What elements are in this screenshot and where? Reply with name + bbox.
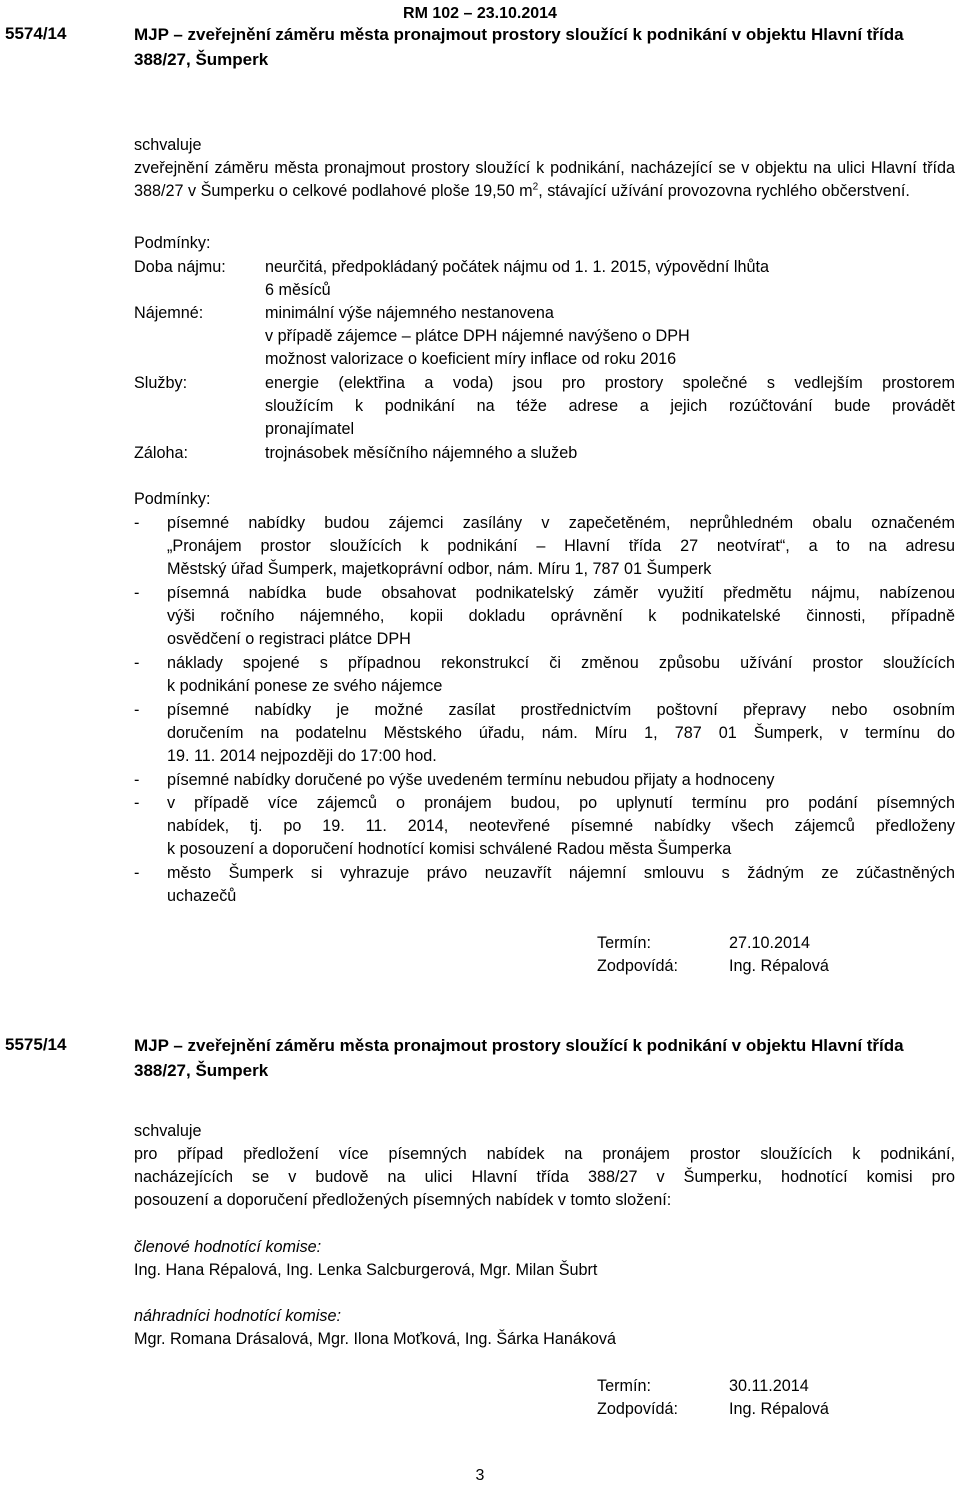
substitutes-label: náhradníci hodnotící komise: <box>134 1307 341 1325</box>
deadline-value: 30.11.2014 <box>729 1377 809 1395</box>
conditions-label: Podmínky: <box>134 234 211 252</box>
dash-bullet: - <box>134 771 140 789</box>
term-line: trojnásobek měsíčního nájemného a služeb <box>265 444 578 462</box>
deadline-label: Termín: <box>597 934 651 952</box>
term-label: Nájemné: <box>134 304 204 322</box>
responsible-value: Ing. Répalová <box>729 957 829 975</box>
approve-line: pro případ předložení více písemných nabídek na pronájem prostor sloužících k podnikání, <box>134 1145 955 1163</box>
term-line: energie (elektřina a voda) jsou pro prostory společné s vedlejším prostorem <box>265 374 955 392</box>
term-label: Doba nájmu: <box>134 258 226 276</box>
substitutes-list: Mgr. Romana Drásalová, Mgr. Ilona Moťková, Ing. Šárka Hanáková <box>134 1330 617 1348</box>
dash-bullet: - <box>134 514 140 532</box>
approve-line: posouzení a doporučení předložených písemných nabídek v tomto složení: <box>134 1191 672 1209</box>
deadline-label: Termín: <box>597 1377 651 1395</box>
approve-line: nacházejících se v budově na ulici Hlavní třída 388/27 v Šumperku, hodnotící komisi pro <box>134 1168 955 1186</box>
page-number: 3 <box>475 1467 485 1484</box>
approve-text: zveřejnění záměru města pronajmout prostory sloužící k podnikání, nacházející se v objektu na ulici Hlavní třída 388/27 v Šumperku o celkové podlahové ploše 19,50 $m^2$, stávající užívání provozovna rychlého občerstvení. <box>134 159 955 201</box>
approve-label: schvaluje <box>134 1122 202 1140</box>
responsible-label: Zodpovídá: <box>597 957 678 975</box>
dash-bullet: - <box>134 654 140 672</box>
term-line: neurčitá, předpokládaný počátek nájmu od 1. 1. 2015, výpovědní lhůta <box>265 258 769 276</box>
resolution-title: MJP – zveřejnění záměru města pronajmout prostory sloužící k podnikání v objektu Hlavní třída 388/27, Šumperk <box>134 1036 904 1080</box>
dash-bullet: - <box>134 794 140 812</box>
deadline-value: 27.10.2014 <box>729 934 811 952</box>
conditions2-label: Podmínky: <box>134 490 211 508</box>
members-label: členové hodnotící komise: <box>134 1238 322 1256</box>
members-list: Ing. Hana Répalová, Ing. Lenka Salcburgerová, Mgr. Milan Šubrt <box>134 1261 598 1279</box>
dash-bullet: - <box>134 864 140 882</box>
responsible-label: Zodpovídá: <box>597 1400 678 1418</box>
document-page: RM 102 – 23.10.2014 5574/14 MJP – zveřejnění záměru města pronajmout prostory sloužící k podnikání v objektu Hlavní třída 388/27, Šumperk schvaluje zveřejnění záměru města pronajmout prostory sloužící k podnikání, nacházející se v objektu na ulici Hlavní třída 388/27 v Šumperku o celkové podlahové ploše 19,50 $m^2$, stávající užívání provozovna rychlého občerstvení. Podmínky: Doba nájmu: neurčitá, předpokládaný počátek nájmu od 1. 1. 2015, výpovědní lhůta 6 měsíců Nájemné: minimální výše nájemného nestanovena v případě zájemce – plátce DPH nájemné navýšeno o DPH možnost valorizace o koeficient míry inflace od roku 2016 Služby: energie (elektřina a voda) jsou pro prostory společné s vedlejším prostorem sloužícím k podnikání na téže adrese a jejich rozúčtování bude provádět pronajímatel Záloha: trojnásobek měsíčního nájemného a služeb Podmínky: - písemné nabídky budou zájemci zasílány v zapečetěném, neprůhledném obalu označeném „Pronájem prostor sloužících k podnikání – Hlavní třída 27 neotvírat“, a to na adresu Městský úřad Šumperk, majetkoprávní odbor, nám. Míru 1, 787 01 Šumperk - písemná nabídka bude obsahovat podnikatelský záměr využití předmětu nájmu, nabízenou výši ročního nájemného, kopii dokladu oprávnění k podnikatelské činnosti, případně osvědčení o registraci plátce DPH - náklady spojené s případnou rekonstrukcí či změnou způsobu užívání prostor sloužících k podnikání ponese ze svého nájemce - písemné nabídky je možné zasílat prostřednictvím poštovní přepravy nebo osobním doručením na podatelnu Městského úřadu, nám. Míru 1, 787 01 Šumperk, v termínu do 19. 11. 2014 nejpozději do 17:00 hod. - písemné nabídky doručené po výše uvedeném termínu nebudou přijaty a hodnoceny - v případě více zájemců o pronájem budou, po uplynutí termínu pro podání písemných nabídek, tj. po 19. 11. 2014, neotevřené písemné nabídky všech zájemců předloženy k posouzení a doporučení hodnotící komisi schválené Radou města Šumperka - město Šumperk si vyhrazuje právo neuzavřít nájemní smlouvu s žádným ze zúčastněných uchazečů Termín: 27.10.2014 Zodpovídá: Ing. Répalová 5575/14 MJP – zveřejnění záměru města pronajmout prostory sloužící k podnikání v objektu Hlavní třída 388/27, Šumperk schvaluje pro případ předložení více písemných nabídek na pronájem prostor sloužících k podnikání, nacházejících se v budově na ulici Hlavní třída 388/27 v Šumperku, hodnotící komisi pro posouzení a doporučení předložených písemných nabídek v tomto složení: členové hodnotící komise: Ing. Hana Répalová, Ing. Lenka Salcburgerová, Mgr. Milan Šubrt náhradníci hodnotící komise: Mgr. Romana Drásalová, Mgr. Ilona Moťková, Ing. Šárka Hanáková Termín: 30.11.2014 Zodpovídá: Ing. Répalová 3 <box>0 0 960 1492</box>
term-line: možnost valorizace o koeficient míry inflace od roku 2016 <box>265 350 677 368</box>
resolution-title: MJP – zveřejnění záměru města pronajmout prostory sloužící k podnikání v objektu Hlavní třída 388/27, Šumperk <box>134 25 904 69</box>
term-line: minimální výše nájemného nestanovena <box>265 304 554 322</box>
term-line: v případě zájemce – plátce DPH nájemné navýšeno o DPH <box>265 327 690 345</box>
approve-label: schvaluje <box>134 136 202 154</box>
dash-bullet: - <box>134 701 140 719</box>
term-line: 6 měsíců <box>265 281 331 299</box>
dash-bullet: - <box>134 584 140 602</box>
page-header: RM 102 – 23.10.2014 <box>403 5 557 22</box>
term-label: Služby: <box>134 374 188 392</box>
resolution-number: 5574/14 <box>5 24 67 43</box>
responsible-value: Ing. Répalová <box>729 1400 829 1418</box>
term-label: Záloha: <box>134 444 188 462</box>
term-line: sloužícím k podnikání na téže adrese a jejich rozúčtování bude provádět <box>265 397 955 415</box>
resolution-number: 5575/14 <box>5 1035 67 1054</box>
term-line: pronajímatel <box>265 420 355 438</box>
